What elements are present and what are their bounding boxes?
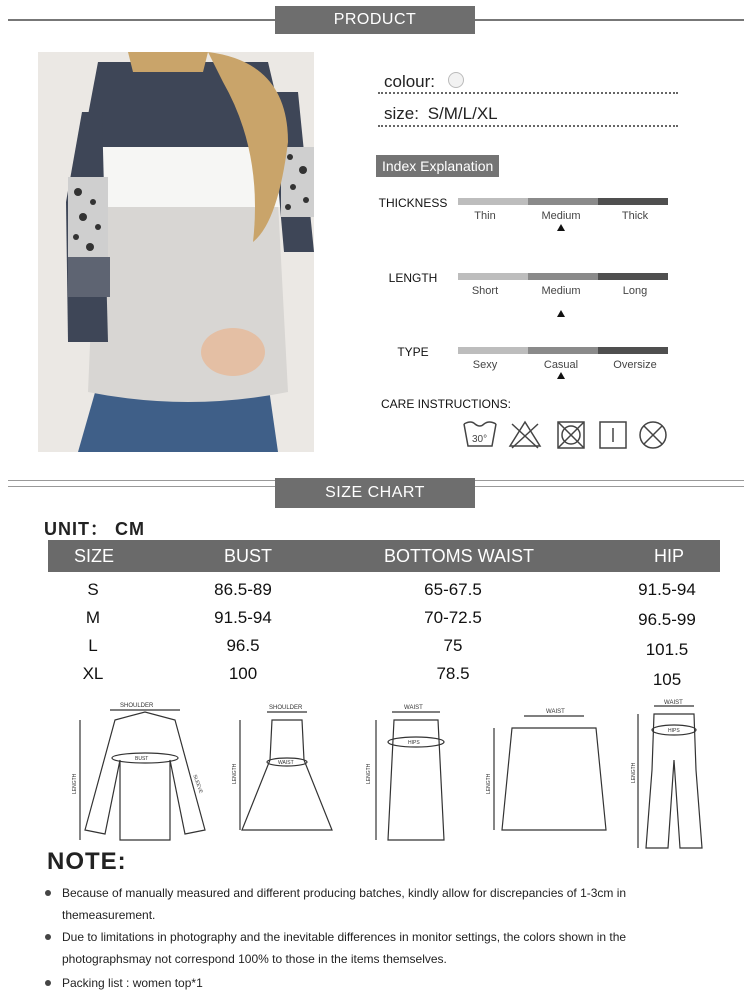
svg-text:SLEEVE: SLEEVE xyxy=(191,773,204,795)
cell-size: M xyxy=(85,608,101,627)
colour-field xyxy=(384,72,464,92)
thickness-indicator xyxy=(557,224,565,231)
row-label-thickness: THICKNESS xyxy=(378,196,448,210)
type-option: Casual xyxy=(543,359,579,371)
cell-size: S xyxy=(87,580,99,599)
cell-bust: 91.5-94 xyxy=(214,608,272,627)
diagram-skirt xyxy=(356,700,466,850)
svg-text:LENGTH: LENGTH xyxy=(366,763,372,784)
svg-text:BUST: BUST xyxy=(135,756,149,762)
thickness-bar-3 xyxy=(598,198,668,205)
unit-label: UNIT： CM xyxy=(44,519,145,539)
diagram-dress xyxy=(232,700,342,850)
note-item: Packing list : women top*1 xyxy=(62,976,203,990)
svg-text:LENGTH: LENGTH xyxy=(486,773,492,794)
type-option: Oversize xyxy=(613,359,657,371)
note-item: Because of manually measured and different producing batches, kindly allow for discrepancies of 1-3cm in themeasurement. xyxy=(62,886,627,922)
row-label-length: LENGTH xyxy=(388,271,438,285)
type-bar-1 xyxy=(458,347,528,354)
cell-bust: 96.5 xyxy=(226,636,260,655)
cell-hip: 91.5-94 xyxy=(638,580,696,599)
svg-text:30°: 30° xyxy=(472,434,488,445)
svg-text:LENGTH: LENGTH xyxy=(232,763,238,784)
cell-bust: 100 xyxy=(228,664,258,683)
type-bar-2 xyxy=(528,347,598,354)
cell-size: XL xyxy=(82,664,104,683)
colour-swatch[interactable] xyxy=(448,72,464,88)
type-option: Sexy xyxy=(472,359,498,371)
svg-text:WAIST: WAIST xyxy=(664,700,683,706)
size-table-header xyxy=(48,540,720,572)
note-bullet xyxy=(45,980,51,986)
type-bar-3 xyxy=(598,347,668,354)
no-dry-clean-icon xyxy=(640,422,666,448)
size-value: S/M/L/XL xyxy=(427,104,498,123)
cell-waist: 70-72.5 xyxy=(424,608,482,627)
note-bullet xyxy=(45,890,51,896)
cell-hip: 105 xyxy=(652,670,682,689)
length-option: Medium xyxy=(541,285,581,297)
note-item: Due to limitations in photography and the inevitable differences in monitor settings, the colors shown in the photographsmay not correspond 100% to those in the items themselves. xyxy=(62,930,627,966)
length-bar-3 xyxy=(598,273,668,280)
cell-bust: 86.5-89 xyxy=(214,580,272,599)
colour-label: colour: xyxy=(384,72,436,91)
no-bleach-icon xyxy=(510,422,540,448)
diagram-denim-skirt xyxy=(484,700,624,850)
cell-size: L xyxy=(88,636,98,655)
svg-text:WAIST: WAIST xyxy=(546,709,565,715)
type-indicator xyxy=(557,372,565,379)
care-instructions-title: CARE INSTRUCTIONS: xyxy=(381,397,512,411)
diagram-pants xyxy=(632,700,712,850)
header-hip: HIP xyxy=(654,546,685,566)
index-explanation-label: Index Explanation xyxy=(376,155,499,177)
product-info-banner: PRODUCT INFORMATION xyxy=(275,6,475,34)
size-chart-banner: SIZE CHART xyxy=(275,478,475,508)
cell-waist: 65-67.5 xyxy=(424,580,482,599)
size-divider xyxy=(378,125,678,127)
diagram-shirt xyxy=(70,700,220,850)
header-bottoms-waist: BOTTOMS WAIST xyxy=(384,546,535,566)
svg-text:HIPS: HIPS xyxy=(408,740,420,746)
thickness-option: Thick xyxy=(621,210,649,222)
thickness-option: Thin xyxy=(474,210,496,222)
length-bar-1 xyxy=(458,273,528,280)
cell-waist: 78.5 xyxy=(436,664,470,683)
no-tumble-dry-icon xyxy=(558,422,584,448)
length-option: Short xyxy=(471,285,499,297)
cell-hip: 96.5-99 xyxy=(638,610,696,629)
care-icons xyxy=(462,418,682,450)
size-field xyxy=(384,104,498,124)
svg-text:WAIST: WAIST xyxy=(404,705,423,711)
row-label-type: TYPE xyxy=(397,345,429,359)
svg-text:HIPS: HIPS xyxy=(668,728,680,734)
wash-30-icon xyxy=(464,422,496,446)
length-indicator xyxy=(557,310,565,317)
colour-divider xyxy=(378,92,678,94)
header-size: SIZE xyxy=(74,546,115,566)
svg-text:WAIST: WAIST xyxy=(278,760,294,766)
thickness-option: Medium xyxy=(541,210,581,222)
cell-waist: 75 xyxy=(443,636,463,655)
size-label: size: xyxy=(384,104,419,123)
svg-text:LENGTH: LENGTH xyxy=(631,762,637,783)
note-title: NOTE: xyxy=(47,848,127,875)
cell-hip: 101.5 xyxy=(645,640,689,659)
thickness-bar-1 xyxy=(458,198,528,205)
product-photo xyxy=(38,52,314,452)
note-bullet xyxy=(45,934,51,940)
svg-text:SHOULDER: SHOULDER xyxy=(120,703,154,709)
header-bust: BUST xyxy=(224,546,273,566)
line-dry-icon xyxy=(600,422,626,448)
svg-text:SHOULDER: SHOULDER xyxy=(269,705,303,711)
svg-text:LENGTH: LENGTH xyxy=(72,773,78,794)
length-option: Long xyxy=(622,285,648,297)
thickness-bar-2 xyxy=(528,198,598,205)
length-bar-2 xyxy=(528,273,598,280)
